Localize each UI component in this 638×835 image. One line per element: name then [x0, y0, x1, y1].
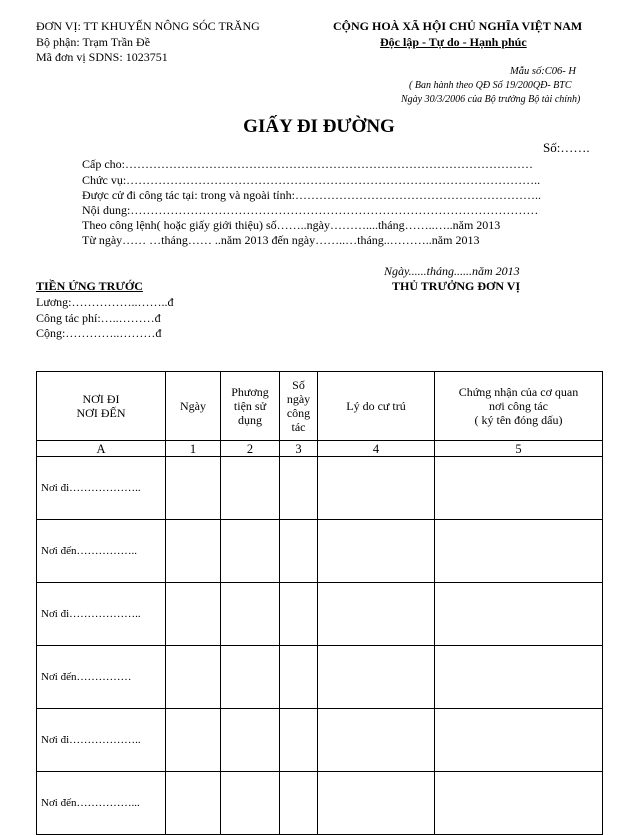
table-row	[37, 709, 603, 772]
certification-cell[interactable]	[435, 709, 603, 772]
vehicle-cell[interactable]	[221, 646, 280, 709]
header-cert-line1: Chứng nhận của cơ quan	[458, 385, 579, 399]
table-index-row	[37, 441, 603, 457]
advance-salary: Lương:……………..……..đ	[36, 295, 174, 309]
header-place-line2: NƠI ĐẾN	[76, 406, 126, 420]
head-signature-label: THỦ TRƯỞNG ĐƠN VỊ	[392, 279, 521, 293]
travel-table	[36, 371, 603, 835]
header-days-line2: ngày	[286, 392, 311, 406]
date-cell[interactable]	[166, 772, 221, 835]
document-number: Số:…….	[543, 140, 590, 155]
field-position: Chức vụ:…………………………………………………………………………………………..	[82, 173, 541, 187]
date-cell[interactable]	[166, 583, 221, 646]
certification-cell[interactable]	[435, 646, 603, 709]
header-vehicle-line2: tiện sử	[233, 399, 267, 413]
vehicle-cell[interactable]	[221, 457, 280, 520]
place-cell: Nơi đi………………..	[37, 457, 166, 520]
table-header-row	[37, 372, 603, 441]
reason-cell[interactable]	[318, 520, 435, 583]
unit-code: Mã đơn vị SDNS: 1023751	[36, 50, 168, 64]
date-line: Ngày......tháng......năm 2013	[384, 264, 520, 278]
table-row	[37, 583, 603, 646]
table-row	[37, 520, 603, 583]
place-cell: Nơi đến……………	[37, 646, 166, 709]
date-cell[interactable]	[166, 520, 221, 583]
reason-cell[interactable]	[318, 772, 435, 835]
header-vehicle	[221, 372, 280, 441]
header-reason: Lý do cư trú	[318, 372, 435, 441]
days-cell[interactable]	[280, 772, 318, 835]
field-content: Nội dung:…………………………………………………………………………………………	[82, 203, 539, 217]
days-cell[interactable]	[280, 709, 318, 772]
days-cell[interactable]	[280, 646, 318, 709]
place-cell: Nơi đến……………..	[37, 520, 166, 583]
table-row	[37, 646, 603, 709]
motto: Độc lập - Tự do - Hạnh phúc	[380, 35, 527, 49]
vehicle-cell[interactable]	[221, 772, 280, 835]
issued-note-line1: ( Ban hành theo QĐ Số 19/200QĐ- BTC	[409, 80, 572, 91]
index-cell: 3	[280, 441, 318, 457]
date-cell[interactable]	[166, 646, 221, 709]
header-date: Ngày	[166, 372, 221, 441]
header-days-line4: tác	[291, 420, 306, 434]
index-cell: 1	[166, 441, 221, 457]
country-name: CỘNG HOÀ XÃ HỘI CHỦ NGHĨA VIỆT NAM	[333, 19, 583, 33]
header-days-line1: Số	[292, 378, 305, 392]
field-issued-to: Cấp cho:…………………………………………………………………………………………	[82, 157, 533, 171]
header-certification	[435, 372, 603, 441]
header-cert-line3: ( ký tên đóng dấu)	[474, 413, 563, 427]
index-cell: 2	[221, 441, 280, 457]
index-cell: 4	[318, 441, 435, 457]
reason-cell[interactable]	[318, 583, 435, 646]
vehicle-cell[interactable]	[221, 709, 280, 772]
certification-cell[interactable]	[435, 457, 603, 520]
days-cell[interactable]	[280, 520, 318, 583]
date-cell[interactable]	[166, 709, 221, 772]
advance-title: TIỀN ỨNG TRƯỚC	[36, 279, 143, 293]
document-title: GIẤY ĐI ĐƯỜNG	[243, 116, 395, 137]
place-cell: Nơi đến……………...	[37, 772, 166, 835]
table-row	[37, 772, 603, 835]
header-place-line1: NƠI ĐI	[82, 392, 120, 406]
header-vehicle-line3: dụng	[238, 413, 262, 427]
certification-cell[interactable]	[435, 772, 603, 835]
table-row	[37, 457, 603, 520]
advance-travel-fee: Công tác phí:…..………đ	[36, 311, 161, 325]
days-cell[interactable]	[280, 457, 318, 520]
index-cell: 5	[435, 441, 603, 457]
header-place	[37, 372, 166, 441]
certification-cell[interactable]	[435, 520, 603, 583]
department: Bộ phận: Trạm Trần Đề	[36, 35, 151, 49]
index-cell: A	[37, 441, 166, 457]
place-cell: Nơi đi………………..	[37, 709, 166, 772]
vehicle-cell[interactable]	[221, 520, 280, 583]
vehicle-cell[interactable]	[221, 583, 280, 646]
form-number: Mẫu số:C06- H	[510, 66, 576, 77]
header-cert-line2: nơi công tác	[489, 399, 548, 413]
header-vehicle-line1: Phương	[231, 385, 269, 399]
advance-total: Cộng:…………..………đ	[36, 326, 162, 340]
date-cell[interactable]	[166, 457, 221, 520]
place-cell: Nơi đi………………..	[37, 583, 166, 646]
header-days	[280, 372, 318, 441]
field-order: Theo công lệnh( hoặc giấy giới thiệu) số……..ngày………....tháng……..…..năm 2013	[82, 218, 501, 232]
field-sent-to: Được cử đi công tác tại: trong và ngoài tỉnh:……………………………………………………..	[82, 188, 541, 202]
reason-cell[interactable]	[318, 646, 435, 709]
reason-cell[interactable]	[318, 709, 435, 772]
reason-cell[interactable]	[318, 457, 435, 520]
field-period: Từ ngày…… …tháng…… ..năm 2013 đến ngày……..…tháng..………..năm 2013	[82, 233, 480, 247]
certification-cell[interactable]	[435, 583, 603, 646]
header-days-line3: công	[286, 406, 311, 420]
days-cell[interactable]	[280, 583, 318, 646]
issued-note-line2: Ngày 30/3/2006 của Bộ trưởng Bộ tài chính)	[401, 94, 581, 105]
unit-name: ĐƠN VỊ: TT KHUYẾN NÔNG SÓC TRĂNG	[36, 19, 260, 33]
